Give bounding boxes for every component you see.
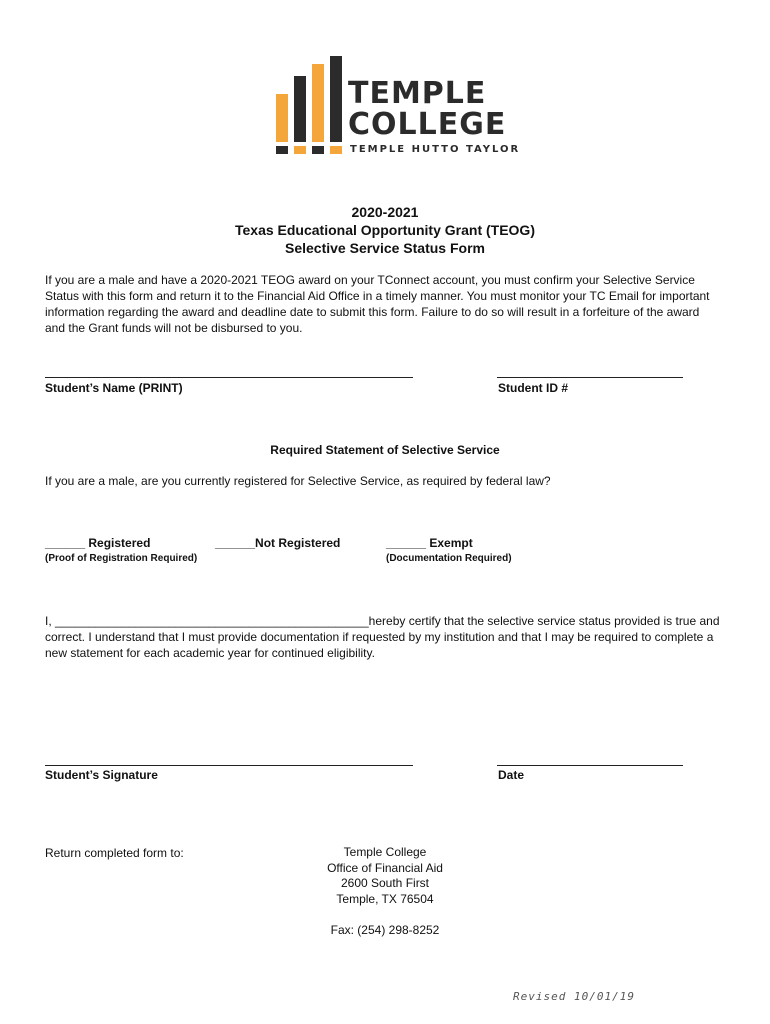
logo-bars-icon <box>270 52 350 162</box>
form-year: 2020-2021 <box>351 204 419 220</box>
certify-line: correct. I understand that I must provide documentation if requested by my institution and that I may be required to complete a <box>45 630 714 644</box>
statement-question: If you are a male, are you currently registered for Selective Service, as required by federal law? <box>45 474 551 488</box>
certify-line: I, _______________________________________________hereby certify that the selective service status provided is true and <box>45 614 720 628</box>
address-line: 2600 South First <box>340 876 430 890</box>
revised-date: Revised 10/01/19 <box>513 990 635 1003</box>
student-name-label: Student’s Name (PRINT) <box>45 381 183 395</box>
option-registered[interactable]: ______ Registered <box>45 536 151 550</box>
option-exempt-note: (Documentation Required) <box>386 553 512 564</box>
student-id-field[interactable] <box>497 377 683 378</box>
logo-word-college: COLLEGE <box>348 107 507 142</box>
intro-line: and the Grant funds will not be disbursed to you. <box>45 321 303 335</box>
address-line: Temple College <box>343 845 427 859</box>
option-registered-note: (Proof of Registration Required) <box>45 553 198 564</box>
logo-tagline: TEMPLE HUTTO TAYLOR <box>350 144 521 155</box>
address-line: Temple, TX 76504 <box>336 891 434 906</box>
fax-line: Fax: (254) 298-8252 <box>330 923 440 937</box>
temple-college-logo <box>270 52 530 162</box>
certification-paragraph <box>45 613 735 661</box>
return-label: Return completed form to: <box>45 846 184 860</box>
logo-word-temple: TEMPLE <box>348 76 487 111</box>
address-line: Office of Financial Aid <box>327 860 443 875</box>
intro-paragraph <box>45 272 735 336</box>
option-not-registered[interactable]: ______Not Registered <box>215 536 341 550</box>
return-address <box>300 845 470 907</box>
signature-label: Student’s Signature <box>45 768 158 782</box>
student-name-field[interactable] <box>45 377 413 378</box>
date-label: Date <box>498 768 525 782</box>
certify-line: new statement for each academic year for continued eligibility. <box>45 646 375 660</box>
intro-line: Status with this form and return it to the Financial Aid Office in a timely manner. You must monitor your TC Email for important <box>45 289 710 303</box>
form-subtitle: Selective Service Status Form <box>285 240 485 256</box>
fax-number <box>300 923 470 939</box>
intro-line: If you are a male and have a 2020-2021 TEOG award on your TConnect account, you must confirm your Selective Service <box>45 273 695 287</box>
student-id-label: Student ID # <box>498 381 569 395</box>
signature-field[interactable] <box>45 765 413 766</box>
form-title: Texas Educational Opportunity Grant (TEOG) <box>235 222 535 238</box>
date-field[interactable] <box>497 765 683 766</box>
intro-line: information regarding the award and deadline date to submit this form. Failure to do so will result in a forfeiture of the award <box>45 305 700 319</box>
statement-heading: Required Statement of Selective Service <box>270 443 500 457</box>
option-exempt[interactable]: ______ Exempt <box>386 536 473 550</box>
